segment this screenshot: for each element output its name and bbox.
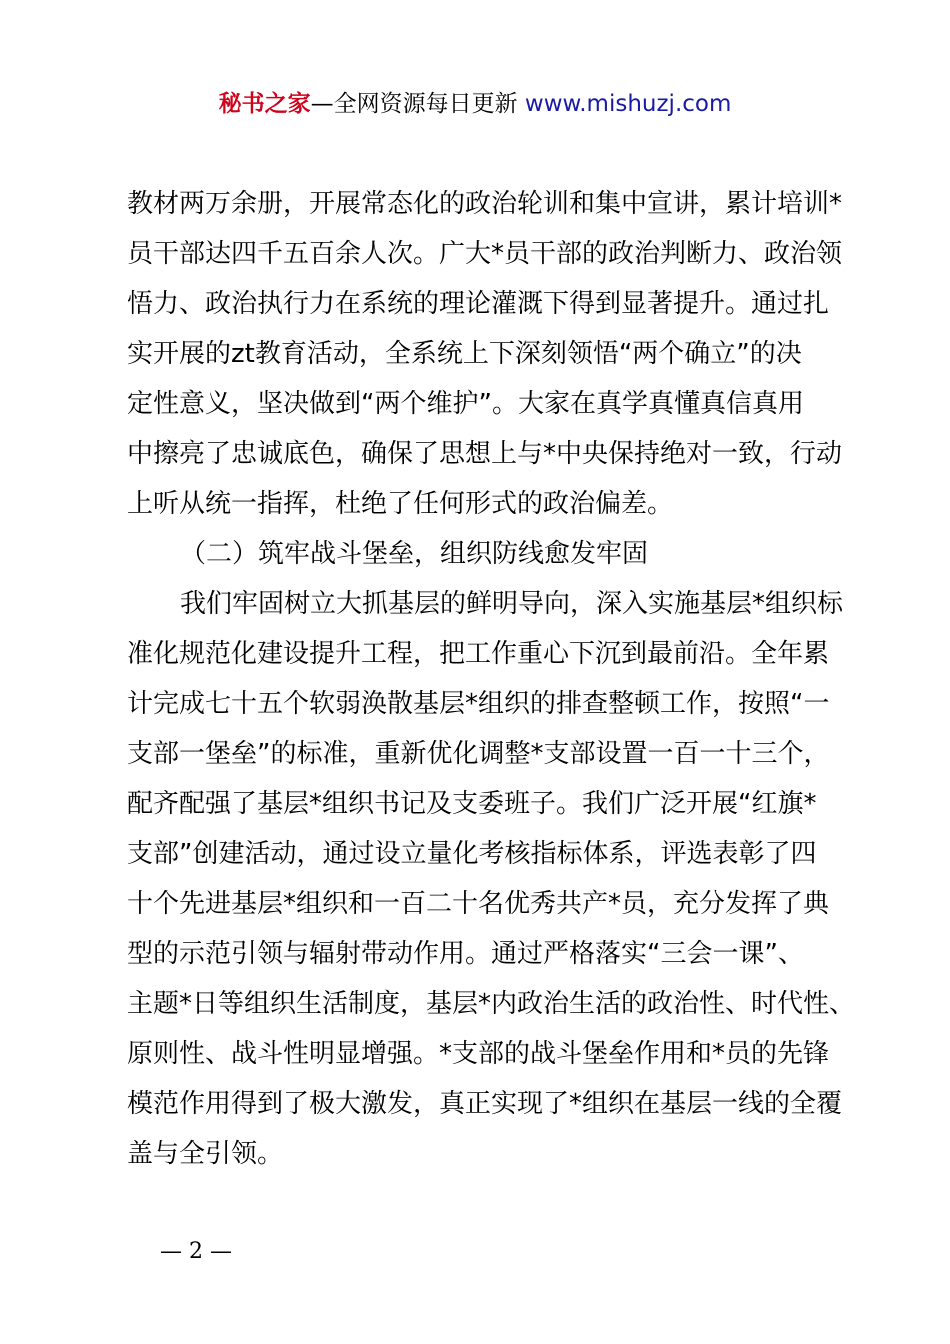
header-tagline: —全网资源每日更新 [310,91,525,117]
brand-name: 秘书之家 [218,91,311,117]
body-line: 实开展的zt教育活动，全系统上下深刻领悟“两个确立”的决 [127,339,802,369]
body-line: 员干部达四千五百余人次。广大*员干部的政治判断力、政治领 [127,239,843,269]
body-line: 支部”创建活动，通过设立量化考核指标体系，评选表彰了四 [127,839,817,869]
body-line: 型的示范引领与辐射带动作用。通过严格落实“三会一课”、 [127,939,804,969]
body-line: 支部一堡垒”的标准，重新优化调整*支部设置一百一十三个， [127,739,830,769]
section-heading: （二）筑牢战斗堡垒，组织防线愈发牢固 [180,539,649,569]
body-line: 教材两万余册，开展常态化的政治轮训和集中宣讲，累计培训* [127,189,843,219]
body-line: 原则性、战斗性明显增强。*支部的战斗堡垒作用和*员的先锋 [127,1039,830,1069]
body-line: 盖与全引领。 [127,1139,284,1169]
page-number: — 2 — [160,1239,232,1264]
body-line: 准化规范化建设提升工程，把工作重心下沉到最前沿。全年累 [127,639,830,669]
body-line: 我们牢固树立大抓基层的鲜明导向，深入实施基层*组织标 [180,589,844,619]
body-line: 计完成七十五个软弱涣散基层*组织的排查整顿工作，按照“一 [127,689,830,719]
site-header [0,88,950,120]
body-line: 主题*日等组织生活制度，基层*内政治生活的政治性、时代性、 [127,989,856,1019]
body-line: 模范作用得到了极大激发，真正实现了*组织在基层一线的全覆 [127,1089,843,1119]
body-line: 上听从统一指挥，杜绝了任何形式的政治偏差。 [127,489,674,519]
body-line: 中擦亮了忠诚底色，确保了思想上与*中央保持绝对一致，行动 [127,439,843,469]
body-line: 配齐配强了基层*组织书记及支委班子。我们广泛开展“红旗* [127,789,817,819]
body-line: 定性意义，坚决做到“两个维护”。大家在真学真懂真信真用 [127,389,804,419]
body-line: 悟力、政治执行力在系统的理论灌溉下得到显著提升。通过扎 [127,289,830,319]
body-line: 十个先进基层*组织和一百二十名优秀共产*员，充分发挥了典 [127,889,830,919]
site-url[interactable]: www.mishuzj.com [524,91,732,117]
